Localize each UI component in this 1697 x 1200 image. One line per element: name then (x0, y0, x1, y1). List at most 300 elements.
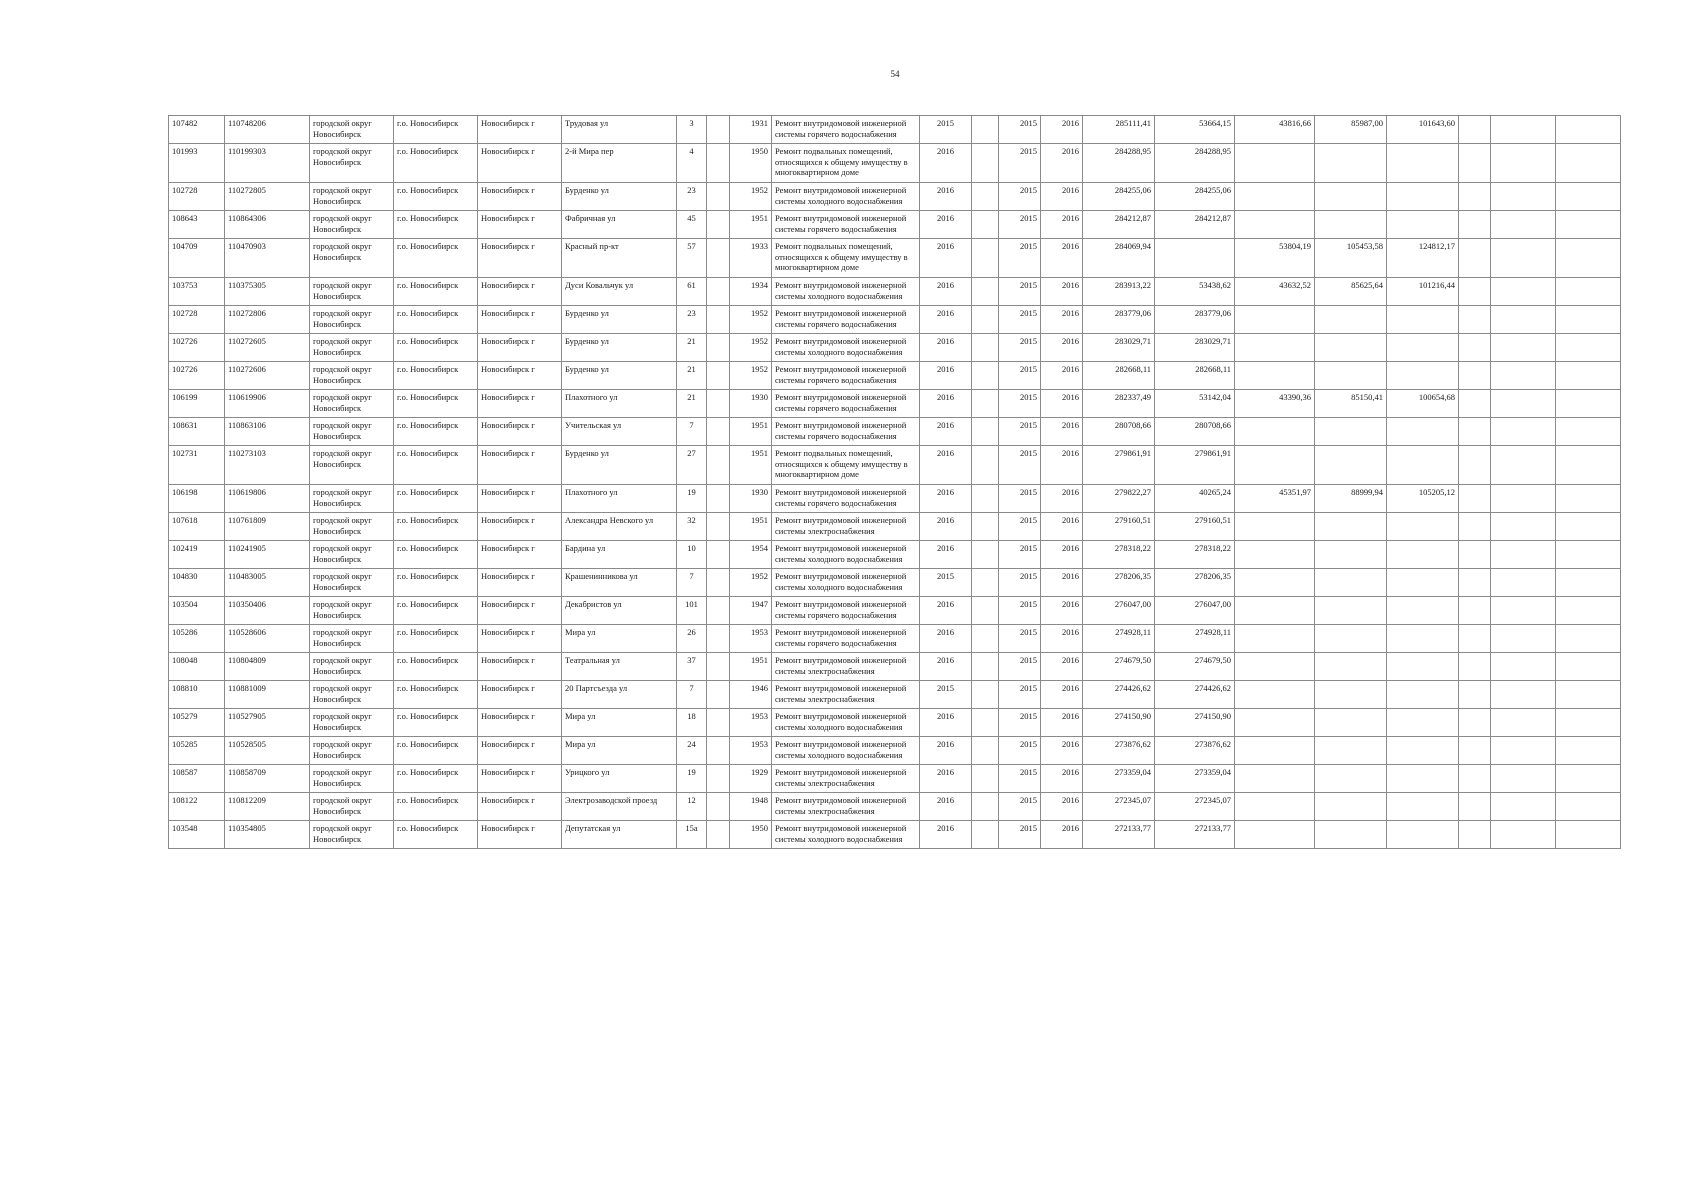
cell-total-cost: 279861,91 (1083, 446, 1155, 485)
cell-municipality: городской округ Новосибирск (310, 821, 394, 849)
cell-house: 23 (677, 306, 707, 334)
cell-year-to: 2016 (1041, 569, 1083, 597)
cell-fund-cost (1155, 239, 1235, 278)
cell-year-to: 2016 (1041, 306, 1083, 334)
cell-empty (1491, 793, 1556, 821)
cell-empty (972, 681, 999, 709)
cell-district: г.о. Новосибирск (394, 709, 478, 737)
table-row (169, 653, 1621, 681)
cell-source-2: 53804,19 (1235, 239, 1315, 278)
cell-city: Новосибирск г (478, 334, 562, 362)
cell-empty (972, 418, 999, 446)
cell-empty (1491, 765, 1556, 793)
cell-source-3 (1315, 144, 1387, 183)
cell-empty (1556, 597, 1621, 625)
cell-fund-cost: 274928,11 (1155, 625, 1235, 653)
cell-empty (972, 211, 999, 239)
cell-work-type: Ремонт внутридомовой инженерной системы холодного водоснабжения (772, 278, 920, 306)
cell-fund-cost: 53438,62 (1155, 278, 1235, 306)
cell-work-type: Ремонт внутридомовой инженерной системы горячего водоснабжения (772, 485, 920, 513)
cell-plan-year: 2016 (920, 793, 972, 821)
cell-plan-year: 2016 (920, 709, 972, 737)
cell-house: 19 (677, 765, 707, 793)
cell-city: Новосибирск г (478, 681, 562, 709)
cell-empty (1491, 709, 1556, 737)
cell-source-4 (1387, 625, 1459, 653)
cell-code: 110619806 (225, 485, 310, 513)
cell-total-cost: 274928,11 (1083, 625, 1155, 653)
cell-plan-year: 2016 (920, 334, 972, 362)
cell-year-to: 2016 (1041, 278, 1083, 306)
cell-year-built: 1952 (730, 334, 772, 362)
cell-municipality: городской округ Новосибирск (310, 569, 394, 597)
cell-empty (1556, 334, 1621, 362)
cell-city: Новосибирск г (478, 653, 562, 681)
cell-district: г.о. Новосибирск (394, 597, 478, 625)
cell-district: г.о. Новосибирск (394, 821, 478, 849)
cell-empty (972, 116, 999, 144)
cell-year-built: 1946 (730, 681, 772, 709)
cell-code: 110863106 (225, 418, 310, 446)
cell-source-4 (1387, 597, 1459, 625)
cell-source-3 (1315, 306, 1387, 334)
cell-id: 107482 (169, 116, 225, 144)
cell-street: Бардина ул (562, 541, 677, 569)
cell-municipality: городской округ Новосибирск (310, 681, 394, 709)
table-row (169, 362, 1621, 390)
cell-year-built: 1947 (730, 597, 772, 625)
cell-empty (972, 485, 999, 513)
cell-source-3: 105453,58 (1315, 239, 1387, 278)
cell-year-built: 1929 (730, 765, 772, 793)
cell-city: Новосибирск г (478, 625, 562, 653)
cell-year-from: 2015 (999, 306, 1041, 334)
cell-work-type: Ремонт внутридомовой инженерной системы холодного водоснабжения (772, 737, 920, 765)
cell-municipality: городской округ Новосибирск (310, 446, 394, 485)
cell-id: 106199 (169, 390, 225, 418)
cell-city: Новосибирск г (478, 306, 562, 334)
cell-plan-year: 2016 (920, 144, 972, 183)
cell-plan-year: 2016 (920, 513, 972, 541)
cell-extra (707, 569, 730, 597)
cell-house: 26 (677, 625, 707, 653)
cell-fund-cost: 272133,77 (1155, 821, 1235, 849)
cell-source-3 (1315, 681, 1387, 709)
cell-district: г.о. Новосибирск (394, 485, 478, 513)
cell-empty (1459, 625, 1491, 653)
cell-year-from: 2015 (999, 569, 1041, 597)
cell-source-4 (1387, 709, 1459, 737)
cell-empty (1491, 362, 1556, 390)
cell-empty (972, 569, 999, 597)
cell-house: 57 (677, 239, 707, 278)
cell-source-4 (1387, 334, 1459, 362)
cell-city: Новосибирск г (478, 418, 562, 446)
cell-code: 110761809 (225, 513, 310, 541)
cell-source-2 (1235, 446, 1315, 485)
cell-work-type: Ремонт внутридомовой инженерной системы электроснабжения (772, 793, 920, 821)
cell-year-from: 2015 (999, 653, 1041, 681)
cell-source-3 (1315, 597, 1387, 625)
cell-year-built: 1953 (730, 709, 772, 737)
cell-empty (1491, 390, 1556, 418)
cell-id: 107618 (169, 513, 225, 541)
cell-year-to: 2016 (1041, 737, 1083, 765)
cell-source-3 (1315, 541, 1387, 569)
cell-house: 3 (677, 116, 707, 144)
cell-source-2 (1235, 306, 1315, 334)
cell-empty (1556, 737, 1621, 765)
cell-municipality: городской округ Новосибирск (310, 278, 394, 306)
cell-empty (1459, 821, 1491, 849)
cell-year-to: 2016 (1041, 653, 1083, 681)
cell-plan-year: 2016 (920, 306, 972, 334)
cell-work-type: Ремонт подвальных помещений, относящихся к общему имуществу в многоквартирном доме (772, 144, 920, 183)
cell-empty (1459, 116, 1491, 144)
capital-repair-table (168, 115, 1621, 849)
cell-house: 101 (677, 597, 707, 625)
cell-total-cost: 284212,87 (1083, 211, 1155, 239)
cell-city: Новосибирск г (478, 278, 562, 306)
cell-city: Новосибирск г (478, 541, 562, 569)
cell-total-cost: 279822,27 (1083, 485, 1155, 513)
cell-empty (1491, 446, 1556, 485)
cell-work-type: Ремонт внутридомовой инженерной системы горячего водоснабжения (772, 390, 920, 418)
cell-empty (1459, 737, 1491, 765)
cell-empty (1491, 821, 1556, 849)
cell-empty (1491, 485, 1556, 513)
cell-year-to: 2016 (1041, 144, 1083, 183)
cell-house: 21 (677, 334, 707, 362)
cell-empty (1491, 653, 1556, 681)
table-row (169, 211, 1621, 239)
cell-empty (1459, 597, 1491, 625)
cell-extra (707, 737, 730, 765)
cell-plan-year: 2016 (920, 541, 972, 569)
cell-district: г.о. Новосибирск (394, 390, 478, 418)
cell-house: 7 (677, 418, 707, 446)
cell-source-3 (1315, 821, 1387, 849)
cell-total-cost: 284288,95 (1083, 144, 1155, 183)
cell-work-type: Ремонт внутридомовой инженерной системы холодного водоснабжения (772, 334, 920, 362)
cell-year-from: 2015 (999, 334, 1041, 362)
cell-district: г.о. Новосибирск (394, 362, 478, 390)
cell-extra (707, 211, 730, 239)
cell-source-2 (1235, 765, 1315, 793)
cell-empty (1556, 144, 1621, 183)
cell-empty (972, 390, 999, 418)
cell-id: 102419 (169, 541, 225, 569)
cell-total-cost: 285111,41 (1083, 116, 1155, 144)
cell-code: 110858709 (225, 765, 310, 793)
cell-source-3 (1315, 446, 1387, 485)
page-number: 54 (890, 69, 900, 79)
cell-work-type: Ремонт подвальных помещений, относящихся к общему имуществу в многоквартирном доме (772, 446, 920, 485)
cell-empty (972, 278, 999, 306)
cell-source-2 (1235, 569, 1315, 597)
cell-street: Бурденко ул (562, 446, 677, 485)
cell-street: Театральная ул (562, 653, 677, 681)
table-row (169, 681, 1621, 709)
cell-year-built: 1953 (730, 737, 772, 765)
cell-empty (972, 653, 999, 681)
cell-year-to: 2016 (1041, 765, 1083, 793)
cell-house: 7 (677, 681, 707, 709)
cell-house: 10 (677, 541, 707, 569)
cell-total-cost: 274679,50 (1083, 653, 1155, 681)
cell-source-4: 124812,17 (1387, 239, 1459, 278)
cell-plan-year: 2016 (920, 211, 972, 239)
cell-fund-cost: 284288,95 (1155, 144, 1235, 183)
cell-year-built: 1951 (730, 418, 772, 446)
cell-street: Плахотного ул (562, 390, 677, 418)
cell-source-3 (1315, 569, 1387, 597)
cell-house: 12 (677, 793, 707, 821)
cell-code: 110273103 (225, 446, 310, 485)
cell-empty (972, 597, 999, 625)
cell-district: г.о. Новосибирск (394, 446, 478, 485)
cell-district: г.о. Новосибирск (394, 513, 478, 541)
cell-city: Новосибирск г (478, 211, 562, 239)
cell-work-type: Ремонт подвальных помещений, относящихся к общему имуществу в многоквартирном доме (772, 239, 920, 278)
cell-source-2 (1235, 597, 1315, 625)
cell-source-2 (1235, 709, 1315, 737)
cell-source-4 (1387, 144, 1459, 183)
cell-empty (1459, 709, 1491, 737)
cell-code: 110528505 (225, 737, 310, 765)
cell-empty (1491, 144, 1556, 183)
cell-source-3 (1315, 625, 1387, 653)
cell-source-4: 100654,68 (1387, 390, 1459, 418)
cell-empty (1459, 144, 1491, 183)
cell-source-2 (1235, 144, 1315, 183)
cell-year-from: 2015 (999, 418, 1041, 446)
cell-source-2 (1235, 793, 1315, 821)
cell-year-from: 2015 (999, 597, 1041, 625)
cell-municipality: городской округ Новосибирск (310, 211, 394, 239)
cell-year-from: 2015 (999, 485, 1041, 513)
cell-empty (1491, 681, 1556, 709)
table-row (169, 278, 1621, 306)
cell-street: Трудовая ул (562, 116, 677, 144)
table-row (169, 765, 1621, 793)
cell-fund-cost: 284212,87 (1155, 211, 1235, 239)
cell-house: 32 (677, 513, 707, 541)
cell-empty (1459, 793, 1491, 821)
cell-house: 15а (677, 821, 707, 849)
cell-fund-cost: 273876,62 (1155, 737, 1235, 765)
cell-work-type: Ремонт внутридомовой инженерной системы холодного водоснабжения (772, 821, 920, 849)
cell-house: 23 (677, 183, 707, 211)
cell-work-type: Ремонт внутридомовой инженерной системы холодного водоснабжения (772, 183, 920, 211)
cell-municipality: городской округ Новосибирск (310, 513, 394, 541)
cell-empty (1459, 513, 1491, 541)
cell-source-4 (1387, 793, 1459, 821)
cell-extra (707, 278, 730, 306)
cell-work-type: Ремонт внутридомовой инженерной системы электроснабжения (772, 765, 920, 793)
cell-work-type: Ремонт внутридомовой инженерной системы электроснабжения (772, 681, 920, 709)
cell-source-2 (1235, 513, 1315, 541)
cell-year-from: 2015 (999, 737, 1041, 765)
cell-year-to: 2016 (1041, 390, 1083, 418)
cell-extra (707, 765, 730, 793)
cell-source-3 (1315, 709, 1387, 737)
cell-total-cost: 273359,04 (1083, 765, 1155, 793)
cell-extra (707, 183, 730, 211)
table-row (169, 625, 1621, 653)
cell-municipality: городской округ Новосибирск (310, 418, 394, 446)
cell-fund-cost: 279160,51 (1155, 513, 1235, 541)
cell-source-2 (1235, 681, 1315, 709)
cell-total-cost: 274150,90 (1083, 709, 1155, 737)
cell-street: 2-й Мира пер (562, 144, 677, 183)
cell-year-built: 1953 (730, 625, 772, 653)
cell-empty (1556, 116, 1621, 144)
cell-year-built: 1954 (730, 541, 772, 569)
cell-year-built: 1951 (730, 513, 772, 541)
cell-empty (1556, 625, 1621, 653)
cell-empty (972, 793, 999, 821)
cell-municipality: городской округ Новосибирск (310, 390, 394, 418)
cell-fund-cost: 283029,71 (1155, 334, 1235, 362)
cell-work-type: Ремонт внутридомовой инженерной системы холодного водоснабжения (772, 569, 920, 597)
cell-extra (707, 541, 730, 569)
cell-source-4 (1387, 681, 1459, 709)
cell-empty (972, 334, 999, 362)
cell-street: Мира ул (562, 709, 677, 737)
cell-street: Бурденко ул (562, 306, 677, 334)
cell-year-built: 1951 (730, 211, 772, 239)
cell-fund-cost: 274426,62 (1155, 681, 1235, 709)
cell-year-from: 2015 (999, 513, 1041, 541)
cell-year-from: 2015 (999, 681, 1041, 709)
cell-source-2 (1235, 362, 1315, 390)
table-row (169, 513, 1621, 541)
cell-house: 61 (677, 278, 707, 306)
cell-empty (1459, 446, 1491, 485)
cell-source-4: 105205,12 (1387, 485, 1459, 513)
cell-plan-year: 2016 (920, 765, 972, 793)
cell-source-4 (1387, 513, 1459, 541)
cell-municipality: городской округ Новосибирск (310, 362, 394, 390)
cell-total-cost: 283779,06 (1083, 306, 1155, 334)
cell-extra (707, 625, 730, 653)
cell-year-built: 1931 (730, 116, 772, 144)
cell-source-3: 85150,41 (1315, 390, 1387, 418)
cell-code: 110350406 (225, 597, 310, 625)
cell-empty (972, 183, 999, 211)
cell-year-from: 2015 (999, 278, 1041, 306)
cell-year-to: 2016 (1041, 362, 1083, 390)
cell-year-built: 1933 (730, 239, 772, 278)
cell-street: Дуси Ковальчук ул (562, 278, 677, 306)
cell-fund-cost: 53142,04 (1155, 390, 1235, 418)
cell-district: г.о. Новосибирск (394, 569, 478, 597)
cell-municipality: городской округ Новосибирск (310, 737, 394, 765)
cell-work-type: Ремонт внутридомовой инженерной системы горячего водоснабжения (772, 116, 920, 144)
cell-street: Красный пр-кт (562, 239, 677, 278)
table-row (169, 821, 1621, 849)
cell-fund-cost: 278318,22 (1155, 541, 1235, 569)
cell-house: 21 (677, 362, 707, 390)
cell-year-built: 1948 (730, 793, 772, 821)
cell-source-3 (1315, 793, 1387, 821)
cell-house: 7 (677, 569, 707, 597)
cell-empty (972, 765, 999, 793)
table-row (169, 541, 1621, 569)
cell-work-type: Ремонт внутридомовой инженерной системы электроснабжения (772, 513, 920, 541)
cell-empty (1459, 362, 1491, 390)
cell-id: 102731 (169, 446, 225, 485)
cell-municipality: городской округ Новосибирск (310, 144, 394, 183)
cell-code: 110272806 (225, 306, 310, 334)
cell-source-3 (1315, 334, 1387, 362)
cell-street: Бурденко ул (562, 183, 677, 211)
cell-empty (972, 144, 999, 183)
cell-code: 110272606 (225, 362, 310, 390)
cell-extra (707, 239, 730, 278)
cell-empty (972, 362, 999, 390)
cell-house: 19 (677, 485, 707, 513)
cell-source-3 (1315, 362, 1387, 390)
cell-source-3: 85987,00 (1315, 116, 1387, 144)
cell-id: 102728 (169, 183, 225, 211)
cell-street: Декабристов ул (562, 597, 677, 625)
cell-empty (1491, 513, 1556, 541)
cell-empty (1556, 541, 1621, 569)
cell-municipality: городской округ Новосибирск (310, 709, 394, 737)
cell-source-3 (1315, 183, 1387, 211)
cell-code: 110528606 (225, 625, 310, 653)
cell-id: 105286 (169, 625, 225, 653)
cell-id: 102726 (169, 334, 225, 362)
cell-extra (707, 418, 730, 446)
cell-empty (1491, 418, 1556, 446)
cell-extra (707, 334, 730, 362)
cell-code: 110881009 (225, 681, 310, 709)
cell-year-from: 2015 (999, 362, 1041, 390)
cell-empty (1556, 362, 1621, 390)
table-row (169, 116, 1621, 144)
cell-street: Бурденко ул (562, 362, 677, 390)
cell-total-cost: 272345,07 (1083, 793, 1155, 821)
cell-year-to: 2016 (1041, 541, 1083, 569)
cell-municipality: городской округ Новосибирск (310, 625, 394, 653)
cell-source-3 (1315, 737, 1387, 765)
cell-source-2 (1235, 211, 1315, 239)
cell-street: Депутатская ул (562, 821, 677, 849)
cell-empty (972, 625, 999, 653)
cell-source-4 (1387, 653, 1459, 681)
cell-extra (707, 446, 730, 485)
cell-code: 110470903 (225, 239, 310, 278)
cell-empty (1459, 418, 1491, 446)
cell-municipality: городской округ Новосибирск (310, 541, 394, 569)
cell-source-3 (1315, 765, 1387, 793)
cell-district: г.о. Новосибирск (394, 334, 478, 362)
cell-city: Новосибирск г (478, 569, 562, 597)
cell-empty (1459, 306, 1491, 334)
cell-year-built: 1934 (730, 278, 772, 306)
cell-extra (707, 390, 730, 418)
cell-total-cost: 274426,62 (1083, 681, 1155, 709)
cell-plan-year: 2015 (920, 116, 972, 144)
cell-year-from: 2015 (999, 446, 1041, 485)
cell-district: г.о. Новосибирск (394, 793, 478, 821)
cell-source-2 (1235, 821, 1315, 849)
cell-fund-cost: 273359,04 (1155, 765, 1235, 793)
cell-source-4 (1387, 183, 1459, 211)
